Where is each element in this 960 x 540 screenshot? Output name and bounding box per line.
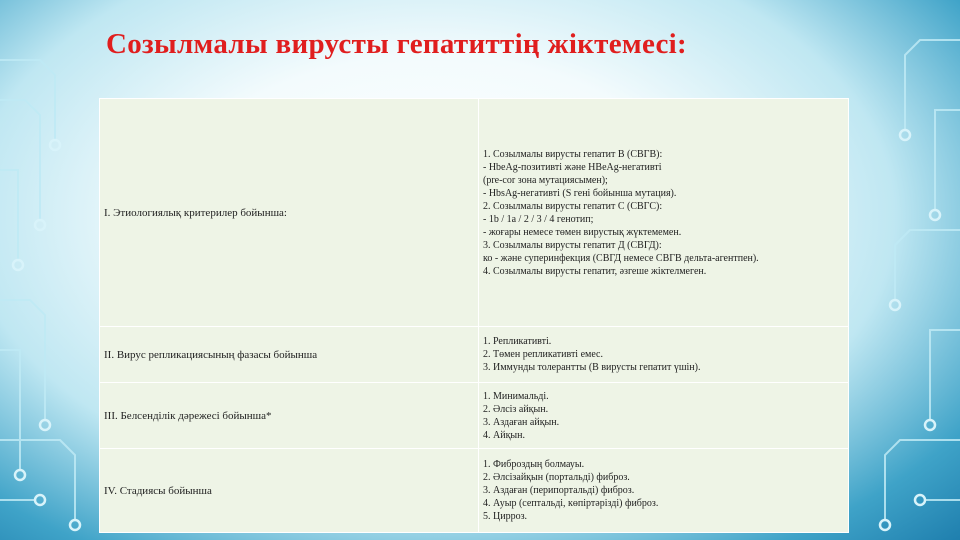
description-line: 3. Аздаған айқын. [483, 416, 560, 428]
description-cell [479, 383, 849, 449]
table-row [100, 99, 849, 327]
description-line: - 1b / 1a / 2 / 3 / 4 генотип; [483, 213, 594, 225]
description-line: 1. Минимальді. [483, 390, 549, 402]
criterion-cell [100, 327, 479, 383]
description-line: 2. Әлсізайқын (портальді) фиброз. [483, 472, 630, 483]
description-line: 1. Фиброздың болмауы. [483, 459, 585, 470]
description-line: 2. Созылмалы вирусты гепатит С (СВГС): [483, 200, 663, 212]
criterion-label: II. Вирус репликациясының фазасы бойынша [104, 348, 318, 361]
table-row [100, 449, 849, 533]
description-line: - HbsAg-негативті (S гені бойынша мутация). [483, 187, 677, 199]
description-line: (pre-cor зона мутациясымен); [483, 174, 608, 186]
slide-title: Созылмалы вирусты гепатиттің жіктемесі: [106, 28, 687, 60]
description-line: 4. Ауыр (септальді, көпіртәрізді) фиброз. [483, 498, 659, 509]
description-line: 1. Репликативті. [483, 336, 552, 347]
description-line: 2. Төмен репликативті емес. [483, 349, 603, 360]
classification-table [99, 98, 849, 532]
criterion-cell [100, 449, 479, 533]
description-cell [479, 327, 849, 383]
description-line: 1. Созылмалы вирусты гепатит В (СВГВ): [483, 148, 663, 160]
criterion-label: III. Белсенділік дәрежесі бойынша* [104, 409, 272, 422]
description-line: - жоғары немесе төмен вирустық жүктемемен. [483, 226, 682, 238]
table-row [100, 327, 849, 383]
description-cell [479, 449, 849, 533]
description-line: 3. Созылмалы вирусты гепатит Д (СВГД): [483, 239, 662, 251]
description-line: 5. Цирроз. [483, 511, 528, 522]
criterion-cell [100, 383, 479, 449]
description-line: 4. Айқын. [483, 429, 526, 441]
description-line: 4. Созылмалы вирусты гепатит, әзгеше жіктелмеген. [483, 265, 707, 277]
description-line: 3. Иммунды толерантты (В вирусты гепатит үшін). [483, 362, 701, 373]
criterion-label: IV. Стадиясы бойынша [104, 484, 212, 497]
description-cell [479, 99, 849, 327]
table-row [100, 383, 849, 449]
description-line: - HbeAg-позитивті және HBeAg-негативті [483, 161, 662, 173]
description-line: 2. Әлсіз айқын. [483, 403, 549, 415]
description-line: 3. Аздаған (перипортальді) фиброз. [483, 485, 635, 496]
criterion-label: I. Этиологиялық критерилер бойынша: [104, 206, 287, 219]
description-line: ко - және суперинфекция (СВГД немесе СВГВ дельта-агентпен). [483, 252, 759, 264]
criterion-cell [100, 99, 479, 327]
